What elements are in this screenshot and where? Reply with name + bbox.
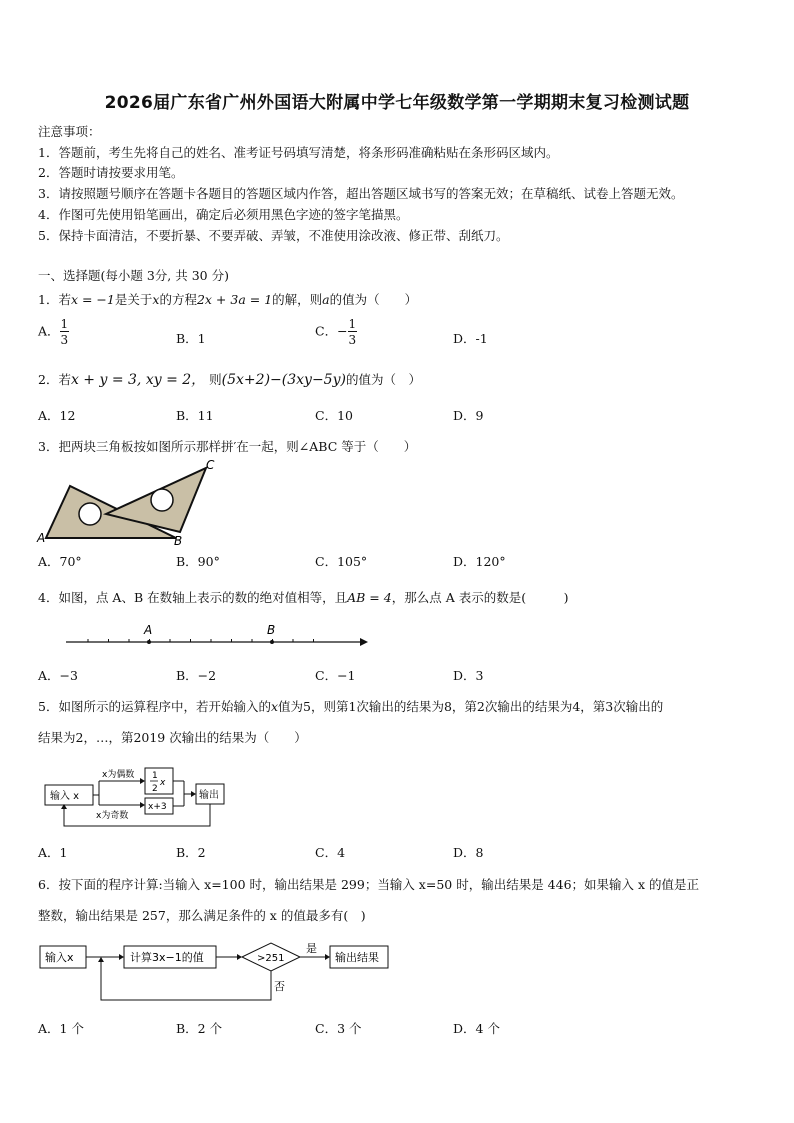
question-4	[38, 588, 568, 606]
cond-label: >251	[257, 953, 285, 964]
q4-option-d[interactable]: D．3	[453, 668, 484, 683]
half-num: 1	[152, 771, 158, 781]
label-c: C	[206, 458, 215, 472]
q3-option-c[interactable]: C．105°	[315, 554, 368, 569]
label-b: B	[174, 534, 183, 548]
q2-option-b[interactable]: B．11	[176, 408, 214, 423]
option-label: C．−	[315, 323, 348, 339]
option-label: A．	[38, 323, 60, 339]
q5-option-a[interactable]: A．1	[38, 845, 68, 860]
q1-mid2: 的方程	[159, 292, 197, 307]
arrow-icon	[140, 778, 145, 784]
q4-pre: 4．如图，点 A、B 在数轴上表示的数的绝对值相等，且	[38, 590, 348, 605]
half-den: 2	[152, 784, 158, 794]
q1-mid3: 的解，则	[272, 292, 323, 307]
q1-var2: a	[322, 292, 330, 307]
q4-option-b[interactable]: B．−2	[176, 668, 217, 683]
flowchart-6	[38, 940, 398, 1006]
q1-var: x	[152, 292, 160, 307]
q4-post: ，那么点 A 表示的数是( )	[391, 590, 569, 605]
page-title: 2026届广东省广州外国语大附属中学七年级数学第一学期期末复习检测试题	[104, 93, 690, 113]
output-label: 输出结果	[335, 951, 379, 964]
fraction: $\frac{1}{3}$	[348, 317, 357, 347]
label-a: A	[144, 623, 153, 637]
notice-item: 3．请按照题号顺序在答题卡各题目的答题区域内作答，超出答题区域书写的答案无效；在草稿纸、试卷上答题无效。	[38, 186, 684, 201]
q1-pre: 1．若	[38, 292, 71, 307]
q4-option-a[interactable]: A．−3	[38, 668, 78, 683]
q5-mid: 值为5，则第1次输出的结果为8，第2次输出的结果为4，第3次输出的	[278, 699, 664, 714]
q6-option-a[interactable]: A．1 个	[38, 1021, 84, 1036]
q1-equation: 2x + 3a = 1	[196, 292, 273, 307]
q1-option-d[interactable]: D．-1	[453, 331, 488, 346]
q4-equation: AB = 4	[347, 590, 392, 605]
q6-option-b[interactable]: B．2 个	[176, 1021, 223, 1036]
q2-option-d[interactable]: D．9	[453, 408, 484, 423]
hole-right	[151, 489, 173, 511]
q2-cond: x + y = 3, xy = 2，	[70, 372, 206, 388]
q3-option-a[interactable]: A．70°	[38, 554, 82, 569]
q5-pre: 5．如图所示的运算程序中，若开始输入的	[38, 699, 271, 714]
number-line	[60, 620, 370, 652]
label-a: A	[37, 531, 46, 545]
question-6-line-1: 6．按下面的程序计算:当输入 x=100 时，输出结果是 299；当输入 x=50 时，输出结果是 446；如果输入 x 的值是正	[38, 877, 700, 892]
notice-heading: 注意事项：	[38, 124, 101, 139]
point-a	[147, 640, 151, 644]
question-2	[38, 369, 421, 389]
q2-option-a[interactable]: A．12	[38, 408, 76, 423]
q1-option-a[interactable]	[38, 318, 69, 346]
q6-option-c[interactable]: C．3 个	[315, 1021, 362, 1036]
arrow-icon	[360, 638, 368, 646]
even-label: x为偶数	[102, 770, 135, 780]
q6-option-d[interactable]: D．4 个	[453, 1021, 500, 1036]
q1-option-c[interactable]	[315, 318, 357, 346]
q4-option-c[interactable]: C．−1	[315, 668, 356, 683]
arrow-icon	[98, 957, 104, 962]
q1-cond: x = −1	[70, 292, 115, 307]
notice-item: 4．作图可先使用铅笔画出，确定后必须用黑色字迹的签字笔描黑。	[38, 207, 409, 222]
no-label: 否	[274, 980, 285, 993]
q2-option-c[interactable]: C．10	[315, 408, 353, 423]
question-5-line-2: 结果为2，…，第2019 次输出的结果为（ ）	[38, 730, 307, 745]
q2-mid: 则	[209, 372, 222, 387]
question-3: 3．把两块三角板按如图所示那样拼′在一起，则∠ABC 等于（ ）	[38, 439, 417, 454]
arrow-icon	[325, 954, 330, 960]
arrow-icon	[119, 954, 124, 960]
q1-option-b[interactable]: B．1	[176, 331, 206, 346]
label-b: B	[267, 623, 276, 637]
q2-expression: (5x+2)−(3xy−5y)	[221, 372, 346, 388]
q2-pre: 2．若	[38, 372, 71, 387]
q3-option-d[interactable]: D．120°	[453, 554, 506, 569]
hole-left	[79, 503, 101, 525]
half-box	[145, 768, 173, 794]
half-var: x	[160, 778, 166, 788]
q2-post: 的值为（ ）	[345, 372, 421, 387]
input-label: 输入x	[45, 951, 74, 964]
question-1	[38, 290, 417, 308]
q5-option-b[interactable]: B．2	[176, 845, 206, 860]
notice-item: 5．保持卡面清洁，不要折暴、不要弄破、弄皱，不准使用涂改液、修正带、刮纸刀。	[38, 228, 509, 243]
point-b	[270, 640, 274, 644]
question-6-line-2: 整数，输出结果是 257，那么满足条件的 x 的值最多有( )	[38, 908, 366, 923]
yes-label: 是	[306, 942, 317, 955]
flowchart-5	[44, 764, 234, 830]
q5-var: x	[270, 699, 279, 714]
notice-item: 2．答题时请按要求用笔。	[38, 165, 184, 180]
odd-label: x为奇数	[96, 811, 129, 821]
output-label: 输出	[199, 790, 219, 801]
q5-option-d[interactable]: D．8	[453, 845, 484, 860]
arrow-icon	[191, 791, 196, 797]
q1-mid1: 是关于	[114, 292, 153, 307]
arrow-icon	[140, 802, 145, 808]
section-heading: 一、选择题(每小题 3分, 共 30 分)	[38, 268, 229, 283]
q5-option-c[interactable]: C．4	[315, 845, 346, 860]
plus3-label: x+3	[148, 802, 167, 812]
notice-item: 1．答题前，考生先将自己的姓名、准考证号码填写清楚，将条形码准确粘贴在条形码区域内。	[38, 145, 559, 160]
calc-label: 计算3x−1的值	[130, 951, 204, 964]
q1-post: 的值为（ ）	[329, 292, 418, 307]
q3-option-b[interactable]: B．90°	[176, 554, 220, 569]
input-label: 输入 x	[50, 791, 80, 802]
triangle-figure	[34, 458, 224, 548]
question-5-line-1	[38, 697, 663, 715]
fraction: $\frac{1}{3}$	[60, 317, 69, 347]
